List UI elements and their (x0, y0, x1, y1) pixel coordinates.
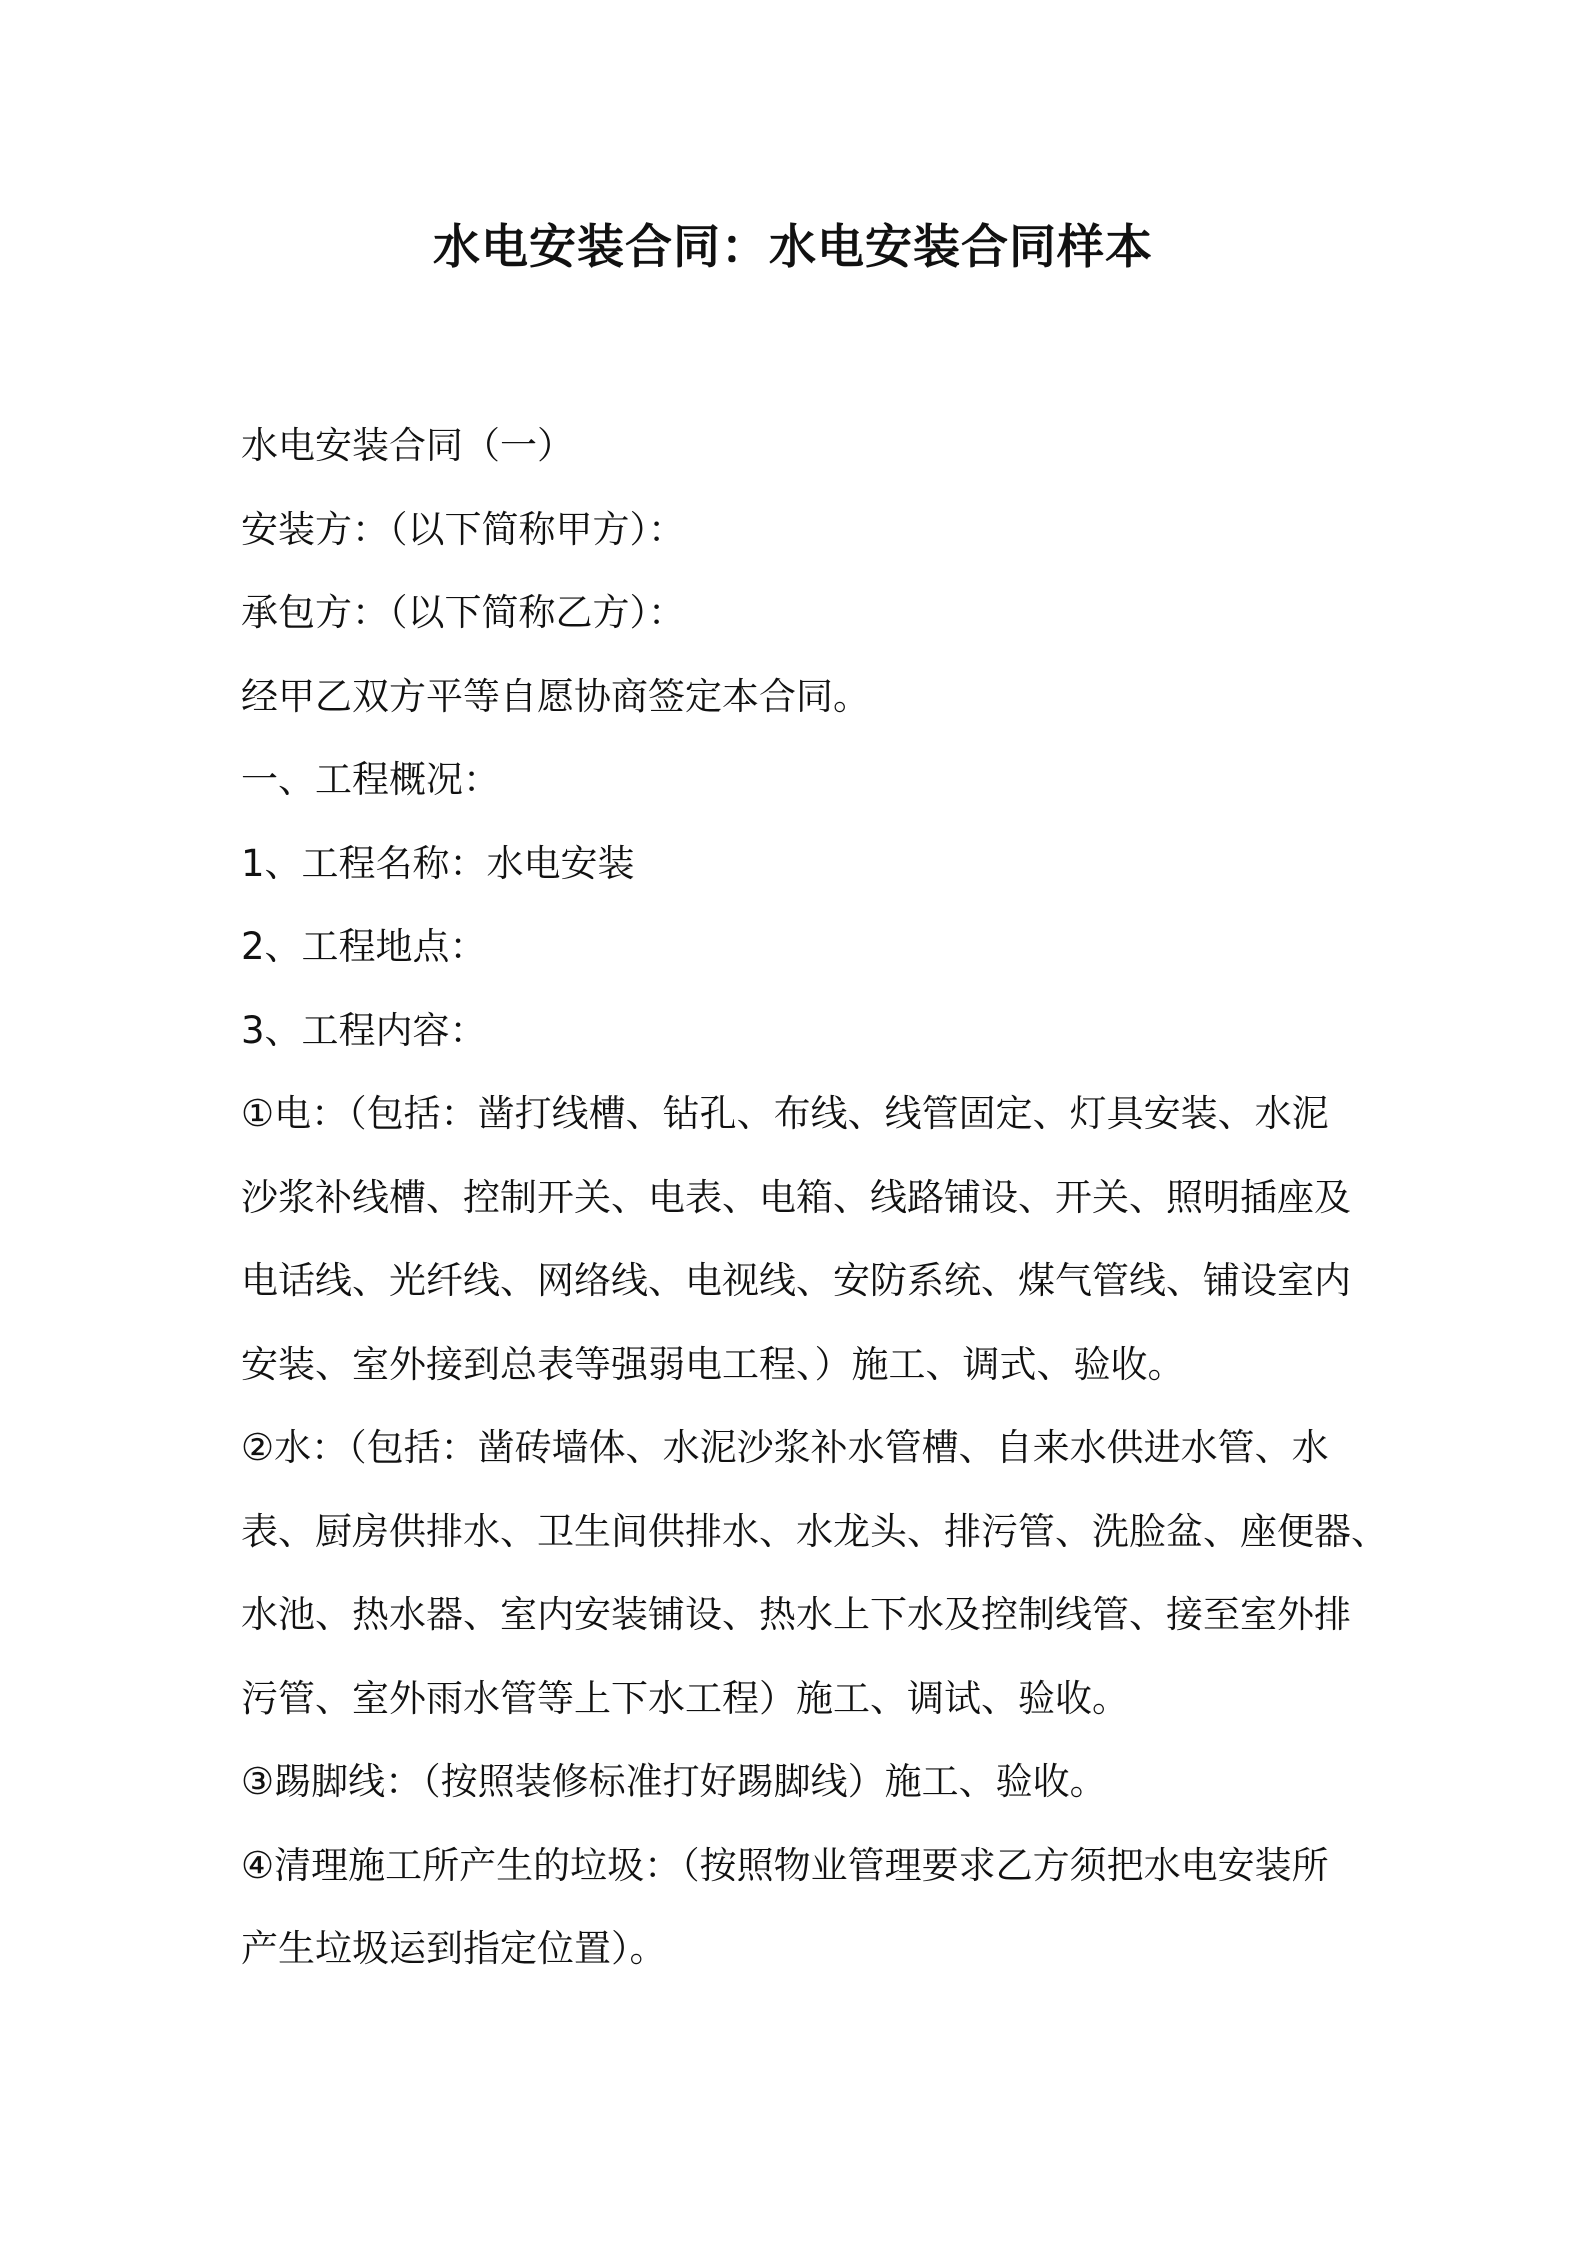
project-name-line: 1、工程名称：水电安装 (241, 841, 635, 885)
project-content-line: 3、工程内容： (241, 1008, 487, 1052)
skirting-item-line: ③踢脚线：（按照装修标准打好踢脚线）施工、验收。 (241, 1760, 1107, 1803)
water-item-line-4: 污管、室外雨水管等上下水工程）施工、调试、验收。 (241, 1676, 1129, 1720)
document-title: 水电安装合同：水电安装合同样本 (433, 220, 1153, 275)
water-item-line-2: 表、厨房供排水、卫生间供排水、水龙头、排污管、洗脸盆、座便器、 (241, 1509, 1388, 1553)
party-a-line: 安装方：（以下简称甲方）： (241, 507, 685, 551)
electric-item-line-3: 电话线、光纤线、网络线、电视线、安防系统、煤气管线、铺设室内 (241, 1259, 1351, 1302)
project-location-line: 2、工程地点： (241, 925, 487, 968)
cleanup-item-line-1: ④清理施工所产生的垃圾：（按照物业管理要求乙方须把水电安装所 (241, 1843, 1329, 1887)
water-item-line-3: 水池、热水器、室内安装铺设、热水上下水及控制线管、接至室外排 (241, 1593, 1351, 1636)
party-b-line: 承包方：（以下简称乙方）： (241, 591, 685, 634)
electric-item-line-1: ①电：（包括：凿打线槽、钻孔、布线、线管固定、灯具安装、水泥 (241, 1092, 1329, 1135)
agreement-statement: 经甲乙双方平等自愿协商签定本合同。 (241, 674, 870, 718)
project-overview-heading: 一、工程概况： (241, 758, 500, 801)
water-item-line-1: ②水：（包括：凿砖墙体、水泥沙浆补水管槽、自来水供进水管、水 (241, 1426, 1329, 1469)
cleanup-item-line-2: 产生垃圾运到指定位置）。 (241, 1927, 667, 1970)
electric-item-line-2: 沙浆补线槽、控制开关、电表、电箱、线路铺设、开关、照明插座及 (241, 1175, 1351, 1219)
electric-item-line-4: 安装、室外接到总表等强弱电工程、）施工、调式、验收。 (241, 1342, 1185, 1386)
document-body (241, 404, 1388, 1991)
section-heading: 水电安装合同（一） (241, 424, 574, 467)
